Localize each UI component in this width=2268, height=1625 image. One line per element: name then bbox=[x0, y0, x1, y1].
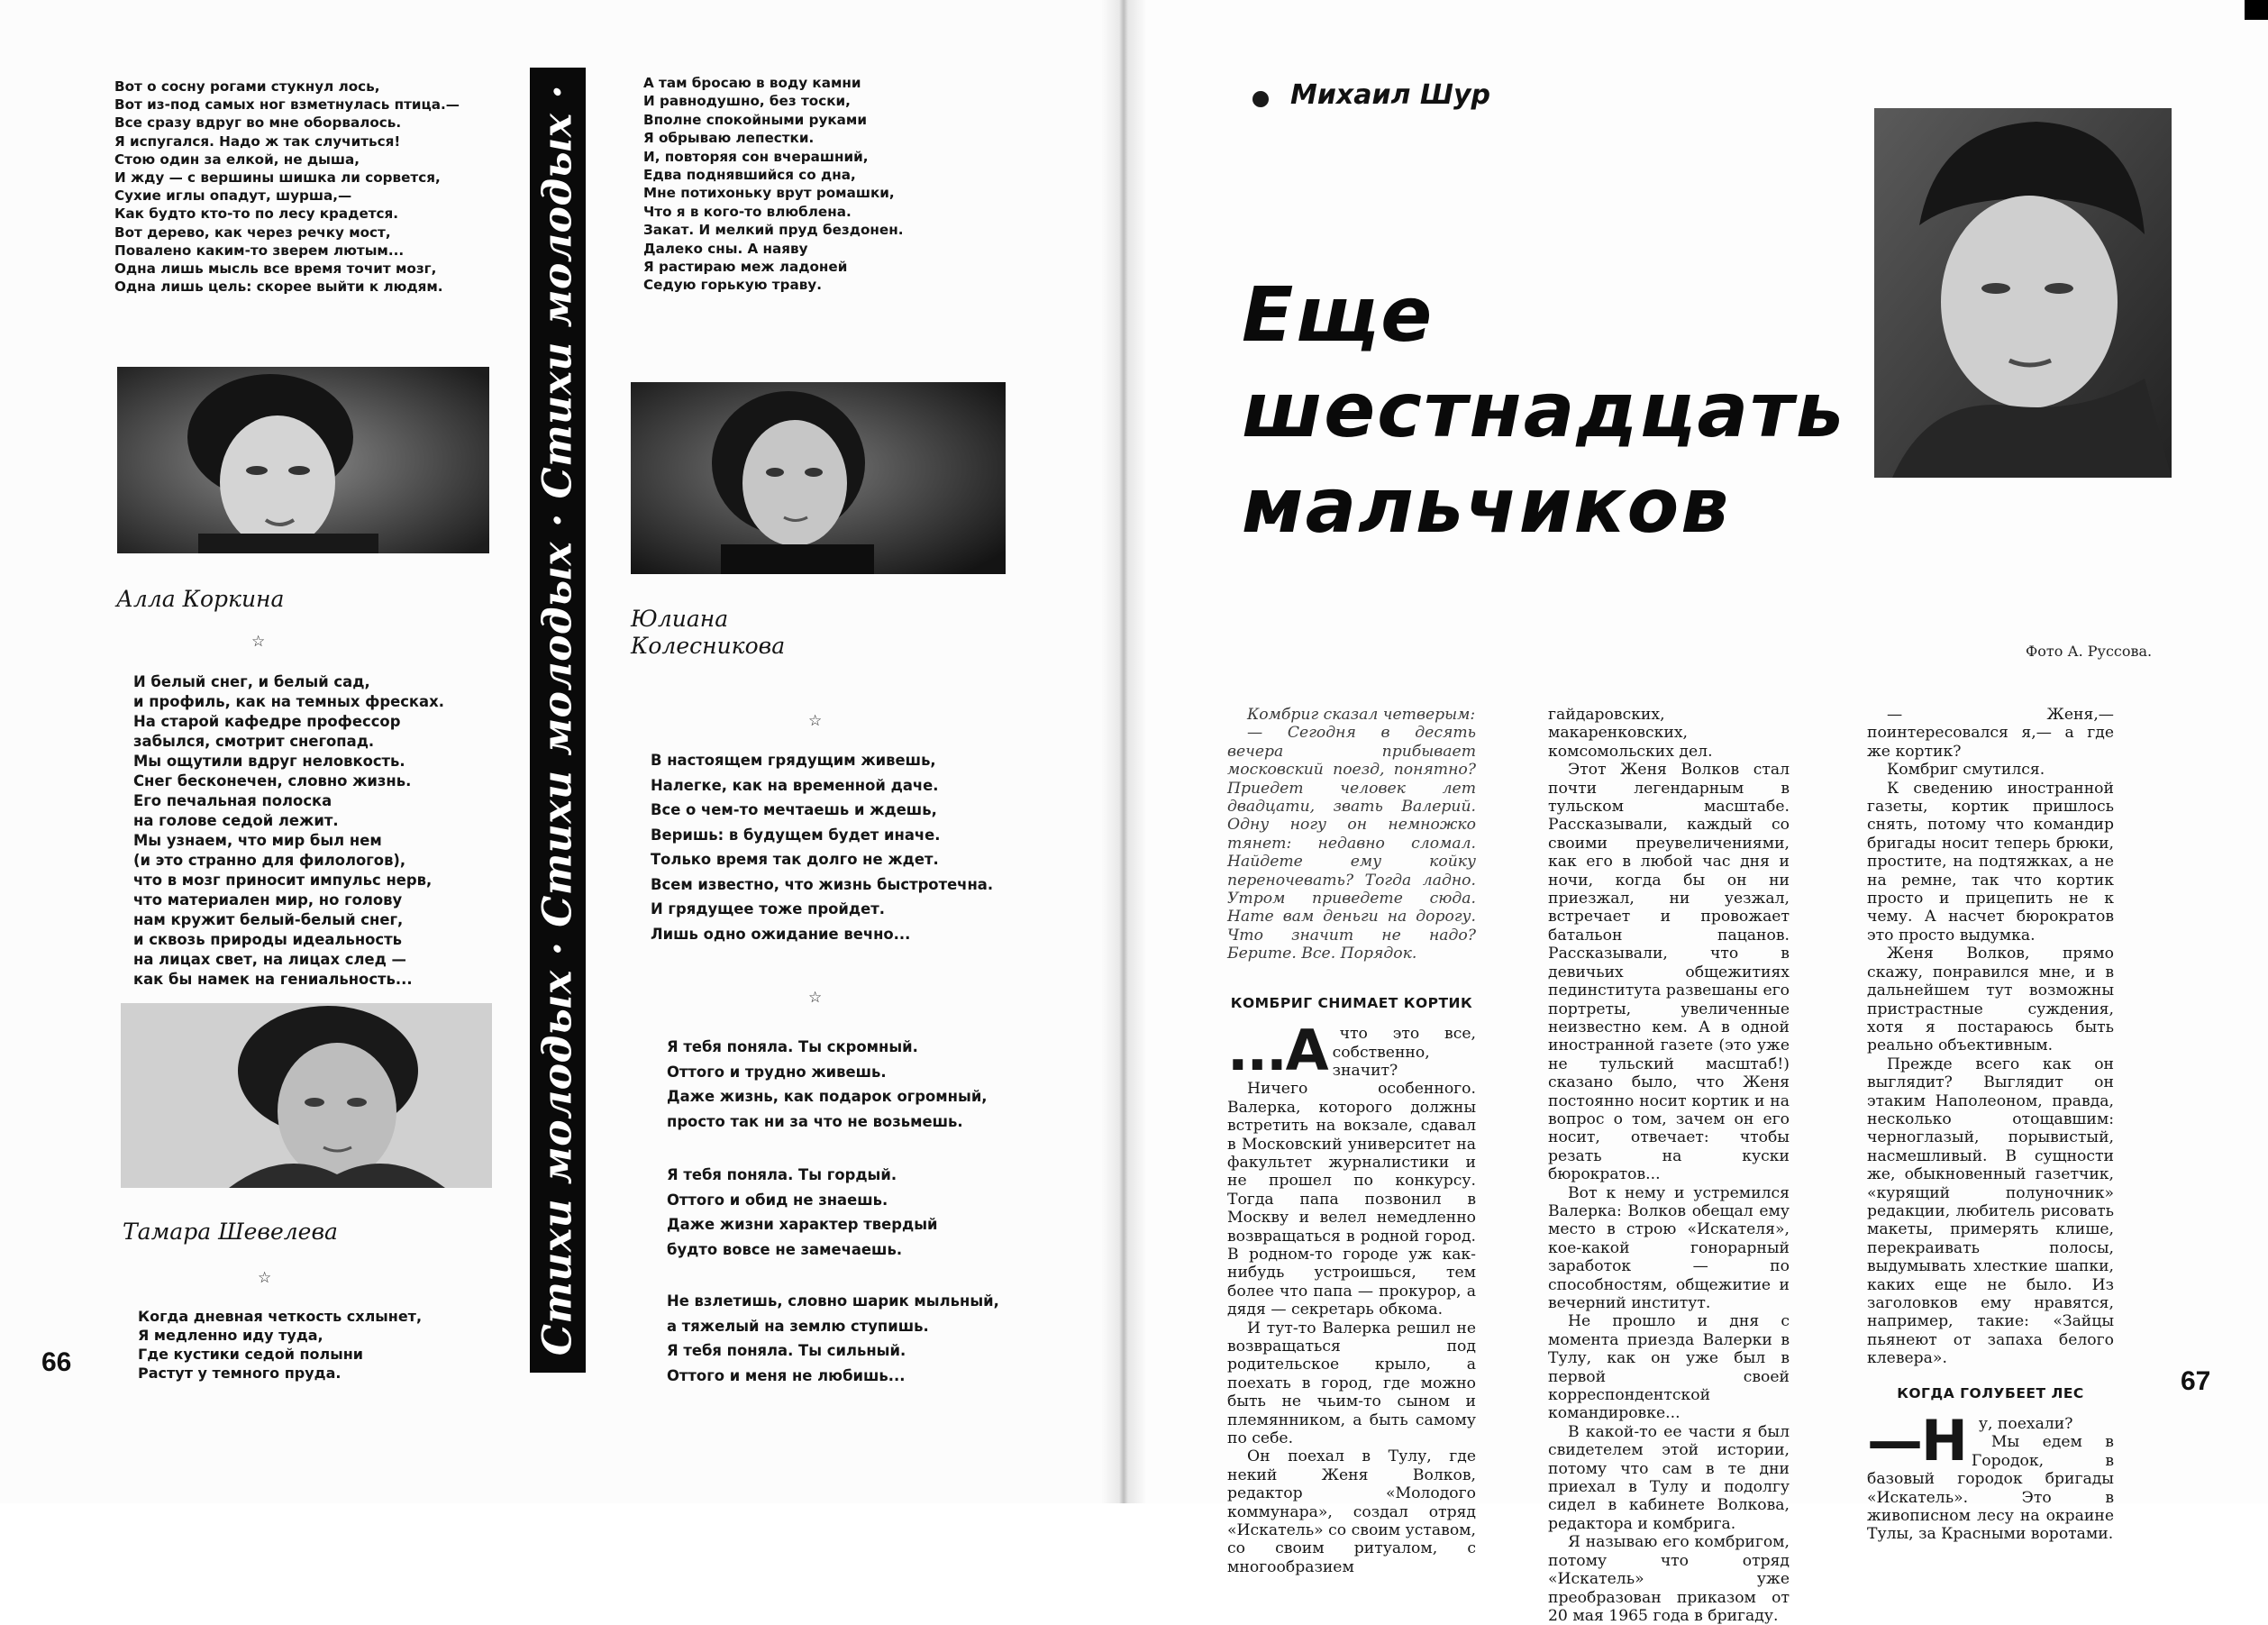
paragraph: — Женя,—поинтересовался я,— а где же кортик? bbox=[1867, 706, 2114, 761]
lead-paragraph-intro: Комбриг сказал четверым: bbox=[1247, 706, 1476, 724]
section-heading-2: КОГДА ГОЛУБЕЕТ ЛЕС bbox=[1897, 1384, 2084, 1401]
lead-paragraph: — Сегодня в десять вечера прибывает московский поезд, понятно? Приедет человек лет двадцати, звать Валерий. Одну ногу он немножко тянет: недавно сломал. Найдете ему койку переночевать? Тогда ладно. Утром приведете сюда. Нате вам деньги на дорогу. Что значит не надо? Берите. Все. Порядок. bbox=[1227, 724, 1476, 963]
drop-cap: —Н bbox=[1867, 1408, 1966, 1474]
page-number-left: 66 bbox=[41, 1347, 72, 1377]
scan-corner-mark bbox=[2245, 0, 2268, 20]
paragraph: Комбриг смутился. bbox=[1887, 761, 2045, 780]
paragraph: Ничего особенного. Валерка, которого должны встретить на вокзале, сдавал в Московский университет на факультет журналистики и не прошел по конкурсу. Тогда папа позвонил в Москву и велел немедленно возвращаться в родной город. В родном-то городе уж как-нибудь устроишься, тем более что папа — прокурор, а дядя — секретарь обкома. bbox=[1227, 1080, 1476, 1319]
book-spine bbox=[1101, 0, 1146, 1503]
paragraph: Я называю его комбригом, потому что отряд «Искатель» уже преобразован приказом от 20 мая 1965 года в бригаду. bbox=[1548, 1533, 1790, 1625]
portrait-photo-tamara bbox=[121, 1003, 492, 1188]
paragraph: Вот к нему и устремился Валерка: Волков обещал ему место в строю «Искателя», кое-какой гонорарный заработок — по способностям, общежитие и вечерний институт. bbox=[1548, 1183, 1790, 1312]
portrait-tamara-image bbox=[121, 1003, 492, 1188]
separator-star: ☆ bbox=[808, 712, 823, 730]
author-name-alla: Алла Коркина bbox=[116, 586, 285, 612]
vertical-section-label: Стихи молодых · Стихи молодых · Стихи молодых · bbox=[534, 84, 581, 1356]
author-name-tamara: Тамара Шевелева bbox=[123, 1219, 338, 1245]
portrait-photo-alla bbox=[117, 367, 489, 553]
poem-pond: Когда дневная четкость схлынет, Я медленно иду туда, Где кустики седой полыни Растут у темного пруда. bbox=[138, 1308, 423, 1382]
paragraph: Не прошло и дня с момента приезда Валерки в Тулу, как он уже был в первой своей корреспондентской командировке... bbox=[1548, 1312, 1790, 1423]
paragraph: Женя Волков, прямо скажу, понравился мне, и в дальнейшем тут возможны пристрастные суждения, хотя я постараюсь быть реально объективным. bbox=[1867, 945, 2114, 1055]
paragraph: Этот Женя Волков стал почти легендарным в тульском масштабе. Рассказывали, каждый со своими преувеличениями, как его в любой час дня и ночи, когда бы он ни приезжал, ни уезжал, встречает и провожает батальон пацанов. Рассказывали, что в девичьих общежитиях пединститута развешаны его портреты, увеличенные неизвестно кем. А в одной иностранной газете (это уже не тульский масштаб!) сказано было, что Женя постоянно носит кортик и на вопрос о том, зачем он его носит, отвечает: чтобы резать на куски бюрократов... bbox=[1548, 761, 1790, 1184]
page-number-right: 67 bbox=[2181, 1366, 2211, 1396]
poem-proud: Я тебя поняла. Ты гордый. Оттого и обид не знаешь. Даже жизни характер твердый будто вовсе не замечаешь. bbox=[667, 1166, 938, 1258]
photo-credit: Фото А. Руссова. bbox=[2026, 643, 2153, 660]
left-page bbox=[0, 0, 1122, 1503]
author-portrait-photo bbox=[1874, 108, 2172, 478]
title-line: мальчиков bbox=[1242, 461, 1731, 550]
poem-strong: Не взлетишь, словно шарик мыльный, а тяжелый на землю ступишь. Я тебя поняла. Ты сильный. Оттого и меня не любишь... bbox=[667, 1292, 999, 1384]
separator-star: ☆ bbox=[251, 633, 266, 651]
paragraph: И тут-то Валерка решил не возвращаться под родительское крыло, а поехать в город, где можно быть не чьим-то сыном и племянником, а быть самому по себе. bbox=[1227, 1319, 1476, 1448]
paragraph: Прежде всего как он выглядит? Выглядит он этаким Наполеоном, правда, несколько отощавшим: черноглазый, порывистый, насмешливый. В сущности же, обыкновенный газетчик, «курящий полуночник» редакции, любитель рисовать макеты, примерять клише, перекраивать полосы, выдумывать хлесткие шапки, каких еще не было. Из заголовков ему нравятся, например, такие: «Зайцы пьянеют от запаха белого клевера». bbox=[1867, 1054, 2114, 1368]
drop-cap: ...А bbox=[1227, 1018, 1327, 1084]
byline-bullet-icon bbox=[1252, 91, 1269, 107]
poem-chamomile: А там бросаю в воду камни И равнодушно, без тоски, Вполне спокойными руками Я обрываю лепестки. И, повторяя сон вчерашний, Едва поднявшийся со дна, Мне потихоньку врут ромашки, Что я в кого-то влюблена. Закат. И мелкий пруд бездонен. Далеко сны. А наяву Я растираю меж ладоней Седую горькую траву. bbox=[643, 75, 904, 294]
paragraph: В какой-то ее части я был свидетелем этой истории, потому что сам в те дни приехал в Тулу и подолгу сидел в кабинете Волкова, редактора и комбрига. bbox=[1548, 1422, 1790, 1533]
author-name-juliana-first: Юлиана bbox=[631, 606, 729, 632]
poem-modest: Я тебя поняла. Ты скромный. Оттого и трудно живешь. Даже жизнь, как подарок огромный, просто так ни за что не возьмешь. bbox=[667, 1038, 988, 1130]
separator-star: ☆ bbox=[808, 989, 823, 1007]
vertical-section-band bbox=[530, 68, 586, 1373]
author-name-juliana-last: Колесникова bbox=[631, 633, 786, 659]
article-column-3 bbox=[1867, 706, 2114, 1544]
section-heading-1: КОМБРИГ СНИМАЕТ КОРТИК bbox=[1230, 994, 1473, 1011]
poem-white-snow: И белый снег, и белый сад, и профиль, как на темных фресках. На старой кафедре профессор забылся, смотрит снегопад. Мы ощутили вдруг неловкость. Снег бесконечен, словно жизнь. Его печальная полоска на голове седой лежит. Мы узнаем, что мир был нем (и это странно для филологов), что в мозг приносит импульс нерв, что материален мир, но голову нам кружит белый-белый снег, и сквозь природы идеальность на лицах свет, на лицах след — как бы намек на гениальность... bbox=[133, 673, 444, 988]
portrait-juliana-image bbox=[631, 382, 1006, 574]
paragraph: Он поехал в Тулу, где некий Женя Волков, редактор «Молодого коммунара», создал отряд «Искатель» со своим уставом, со своим ритуалом, с многообразием bbox=[1227, 1447, 1476, 1576]
author-portrait-image bbox=[1874, 108, 2172, 478]
portrait-photo-juliana bbox=[631, 382, 1006, 574]
article-column-2 bbox=[1548, 706, 1790, 1625]
article-title bbox=[1242, 267, 1845, 553]
poem-forest: Вот о сосну рогами стукнул лось, Вот из-под самых ног взметнулась птица.— Все сразу вдруг во мне оборвалось. Я испугался. Надо ж так случиться! Стою один за елкой, не дыша, И жду — с вершины шишка ли сорвется, Сухие иглы опадут, шурша,— Как будто кто-то по лесу крадется. Вот дерево, как через речку мост, Повалено каким-то зверем лютым... Одна лишь мысль все время точит мозг, Одна лишь цель: скорее выйти к людям. bbox=[114, 78, 460, 296]
paragraph: гайдаровских, макаренковских, комсомольских дел. bbox=[1548, 706, 1713, 761]
paragraph: что это все, собственно, значит? bbox=[1332, 1025, 1476, 1080]
article-column-1 bbox=[1227, 706, 1476, 1576]
separator-star: ☆ bbox=[258, 1269, 272, 1287]
title-line: Еще bbox=[1242, 270, 1435, 359]
paragraph: К сведению иностранной газеты, кортик пришлось снять, потому что командир бригады носит теперь брюки, простите, на подтяжках, а не на ремне, так что кортик просто и прицепить не к чему. А насчет бюрократов это просто выдумка. bbox=[1867, 779, 2114, 945]
article-author: Михаил Шур bbox=[1290, 79, 1490, 111]
poem-present: В настоящем грядущим живешь, Налегке, как на временной даче. Все о чем-то мечтаешь и ждешь, Веришь: в будущем будет иначе. Только время так долго не ждет. Всем известно, что жизнь быстротечна. И грядущее тоже пройдет. Лишь одно ожидание вечно... bbox=[651, 752, 994, 943]
paragraph: Мы едем в Городок, в базовый городок бригады «Искатель». Это в живописном лесу на окраине Тулы, за Красными воротами. bbox=[1867, 1433, 2114, 1544]
title-line: шестнадцать bbox=[1242, 366, 1845, 454]
portrait-alla-image bbox=[117, 367, 489, 553]
paragraph: у, поехали? bbox=[1978, 1415, 2073, 1434]
